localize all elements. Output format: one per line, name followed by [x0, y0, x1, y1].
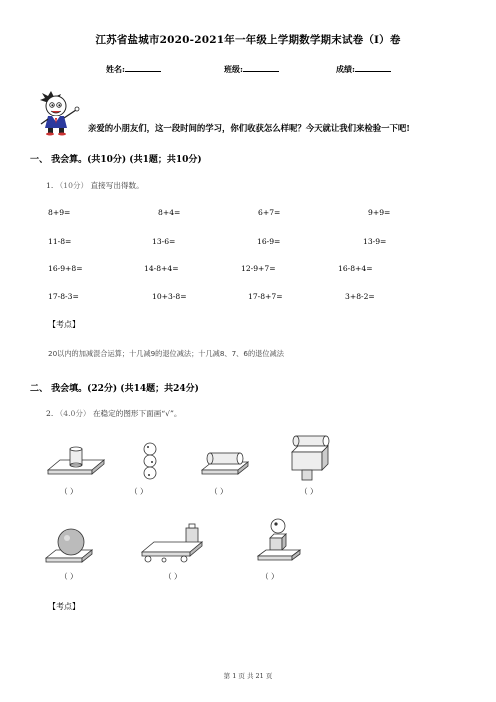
equation: 6+7= [258, 208, 281, 217]
equation: 9+9= [368, 208, 391, 217]
score-field[interactable] [336, 63, 391, 75]
kaodian-label: 【考点】 [48, 320, 80, 329]
equation: 11-8= [48, 237, 72, 246]
q1-number: 1. [46, 181, 54, 190]
equation: 17-8+7= [248, 292, 283, 301]
equation: 8+4= [158, 208, 181, 217]
section2-heading: 二、 我会填。(22分) (共14题；共24分) [30, 384, 199, 394]
q2-text: 在稳定的图形下面画“√”。 [92, 409, 182, 418]
answer-blank-2[interactable]: （ ） [130, 487, 148, 496]
name-field[interactable] [106, 63, 161, 75]
answer-blank-5[interactable]: （ ） [60, 572, 78, 581]
kaodian-label-2: 【考点】 [48, 602, 80, 611]
cylinder-on-board-figure [46, 446, 106, 482]
cylinder-on-box-figure [288, 432, 334, 482]
equation: 16-9+8= [48, 264, 83, 273]
q1-text: 直接写出得数。 [90, 181, 144, 190]
q1-prompt [46, 180, 144, 191]
answer-blank-4[interactable]: （ ） [300, 487, 318, 496]
equation: 12-9+7= [241, 264, 276, 273]
q1-points: （10分） [55, 181, 89, 190]
lying-cylinder-figure [200, 448, 250, 482]
ball-on-board-figure [44, 528, 94, 568]
score-label: 成绩: [336, 64, 355, 74]
answer-blank-3[interactable]: （ ） [210, 487, 228, 496]
equation: 17-8-3= [48, 292, 79, 301]
equation: 3+8-2= [345, 292, 375, 301]
name-label: 姓名: [106, 64, 125, 74]
class-label: 班级: [224, 64, 243, 74]
page-title: 江苏省盐城市2020-2021年一年级上学期数学期末试卷（I）卷 [95, 34, 401, 46]
answer-blank-7[interactable]: （ ） [261, 572, 279, 581]
cartoon-mascot-icon [36, 88, 86, 136]
cart-with-box-figure [140, 522, 204, 566]
equation: 16-8+4= [338, 264, 373, 273]
q2-points: （4.0分） [55, 409, 91, 418]
section1-heading: 一、 我会算。(共10分) (共1题；共10分) [30, 155, 202, 165]
equation: 14-8+4= [144, 264, 179, 273]
answer-blank-6[interactable]: （ ） [164, 572, 182, 581]
stacked-balls-figure [140, 442, 160, 482]
equation: 13-9= [363, 237, 387, 246]
kaodian-note: 20以内的加减混合运算；十几减9的退位减法；十几减8、7、6的退位减法 [48, 349, 284, 358]
equation: 16-9= [257, 237, 281, 246]
equation: 10+3-8= [152, 292, 187, 301]
name-blank[interactable] [125, 63, 161, 72]
equation: 8+9= [48, 208, 71, 217]
ball-on-block-figure [256, 518, 302, 566]
q2-prompt [46, 408, 182, 419]
equation: 13-6= [152, 237, 176, 246]
score-blank[interactable] [355, 63, 391, 72]
class-blank[interactable] [243, 63, 279, 72]
q2-number: 2. [46, 409, 54, 418]
intro-text: 亲爱的小朋友们，这一段时间的学习，你们收获怎么样呢？今天就让我们来检验一下吧! [88, 123, 410, 133]
page-number: 第 1 页 共 21 页 [223, 672, 273, 680]
class-field[interactable] [224, 63, 279, 75]
answer-blank-1[interactable]: （ ） [60, 487, 78, 496]
